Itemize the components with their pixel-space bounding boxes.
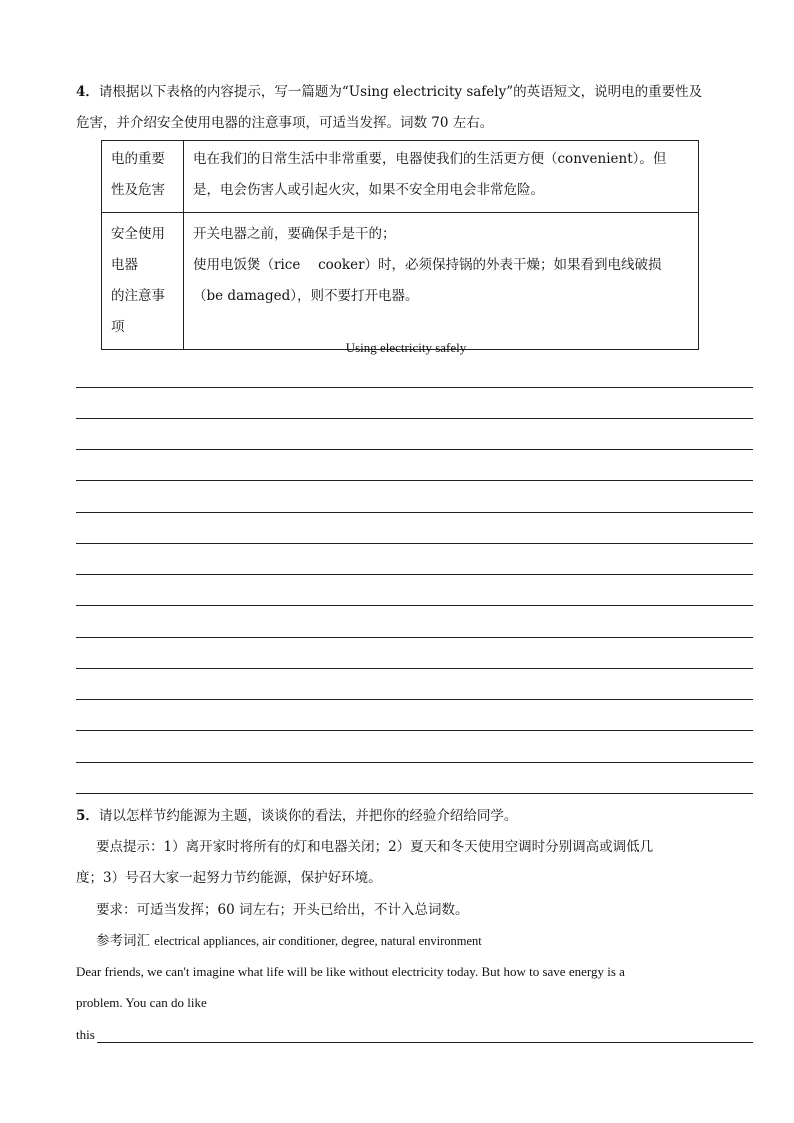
table-row-content-cell [184, 213, 699, 350]
row2-text-b: 使用电饭煲（rice cooker）时，必须保持锅的外表干燥；如果看到电线破损 [193, 257, 662, 273]
table-row [102, 141, 699, 213]
vocab-label: 参考词汇 [96, 933, 150, 949]
table-row-label-cell [102, 141, 184, 213]
row2-text-a: 开关电器之前，要确保手是干的； [193, 226, 396, 242]
essay-title: Using electricity safely [345, 340, 467, 355]
question-5-hints-1: 要点提示：1）离开家时将所有的灯和电器关闭；2）夏天和冬天使用空调时分别调高或调低几 [96, 839, 654, 855]
table-row [102, 213, 699, 350]
question-5-number: 5． [76, 808, 99, 824]
opening-line-3: this [76, 1027, 95, 1042]
row1-label: 电的重要性及危害 [111, 151, 165, 198]
row2-content [184, 213, 698, 318]
row2-text-c: （be damaged），则不要打开电器。 [193, 288, 419, 304]
writing-line[interactable] [76, 668, 753, 669]
question-5-line-1 [76, 806, 517, 826]
writing-line[interactable] [97, 1042, 753, 1043]
writing-line[interactable] [76, 543, 753, 544]
writing-line[interactable] [76, 574, 753, 575]
writing-line[interactable] [76, 605, 753, 606]
row2-label [102, 213, 183, 349]
opening-line-1: Dear friends, we can't imagine what life will be like without electricity today. But how to save energy is a [76, 964, 625, 979]
writing-line[interactable] [76, 418, 753, 419]
question-5-prompt-1: 请以怎样节约能源为主题，谈谈你的看法，并把你的经验介绍给同学。 [98, 808, 518, 824]
question-5-requirements: 要求：可适当发挥；60 词左右；开头已给出，不计入总词数。 [96, 902, 469, 918]
writing-line[interactable] [76, 730, 753, 731]
writing-line[interactable] [76, 480, 753, 481]
row1-text-b: 是，电会伤害人或引起火灾，如果不安全用电会非常危险。 [193, 182, 544, 198]
question-4-line-1 [76, 82, 702, 102]
question-5-hints-2: 度；3）号召大家一起努力节约能源，保护好环境。 [76, 870, 382, 886]
row1-text-a: 电在我们的日常生活中非常重要，电器使我们的生活更方便（convenient）。但 [193, 151, 667, 167]
row2-label-d: 项 [111, 319, 125, 335]
writing-line[interactable] [76, 762, 753, 763]
writing-line[interactable] [76, 449, 753, 450]
table-row-label-cell [102, 213, 184, 350]
writing-line[interactable] [76, 512, 753, 513]
row2-label-b: 电器 [111, 257, 138, 273]
question-4-number: 4． [76, 84, 99, 100]
writing-line[interactable] [76, 387, 753, 388]
row2-label-c: 的注意事 [111, 288, 165, 304]
row1-content [184, 141, 698, 212]
writing-line[interactable] [76, 699, 753, 700]
question-4-prompt-2: 危害，并介绍安全使用电器的注意事项，可适当发挥。词数 70 左右。 [76, 115, 494, 131]
table-row-content-cell [184, 141, 699, 213]
hint-table [101, 140, 699, 350]
vocab-words: electrical appliances, air conditioner, degree, natural environment [154, 934, 482, 948]
row2-label-a: 安全使用 [111, 226, 165, 242]
writing-line[interactable] [76, 793, 753, 794]
question-4-prompt-1: 请根据以下表格的内容提示，写一篇题为“Using electricity safely”的英语短文，说明电的重要性及 [98, 84, 703, 100]
question-5-vocab [96, 931, 482, 951]
opening-line-2: problem. You can do like [76, 995, 207, 1010]
writing-line[interactable] [76, 637, 753, 638]
